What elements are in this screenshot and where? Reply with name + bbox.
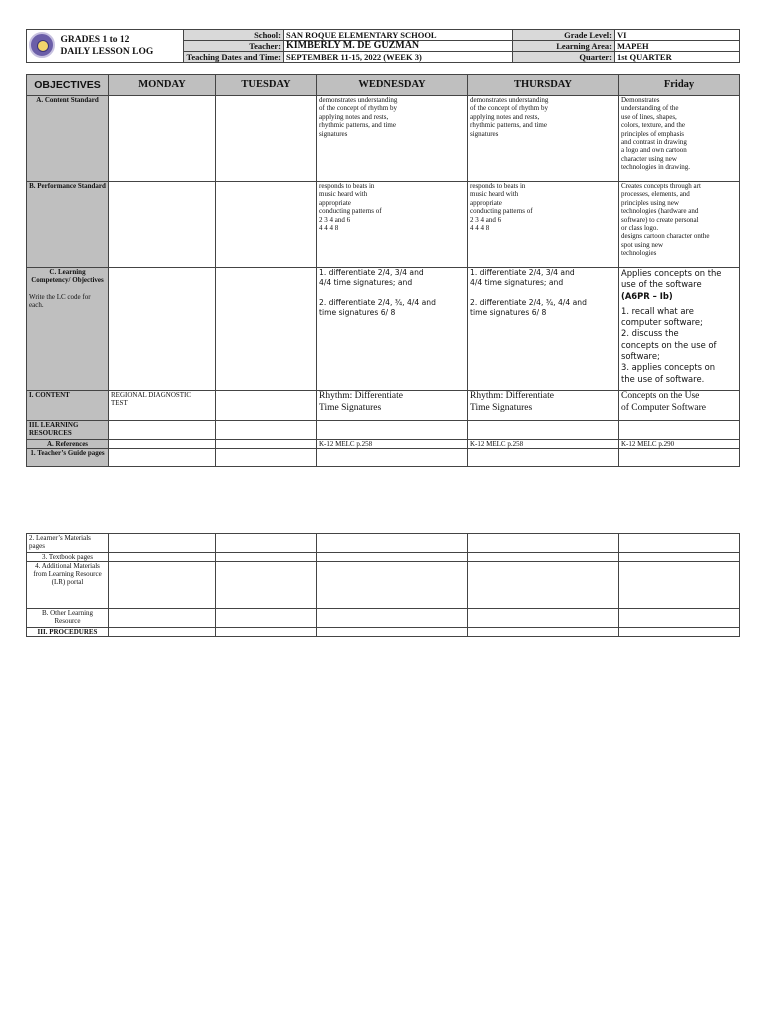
cell-friday [619, 628, 740, 637]
cell-wednesday [317, 534, 468, 553]
dates-value: SEPTEMBER 11-15, 2022 (WEEK 3) [284, 52, 513, 63]
row-label: I. CONTENT [27, 391, 109, 421]
cell-wednesday [317, 628, 468, 637]
procedures-row [27, 628, 740, 637]
col-thursday: THURSDAY [468, 75, 619, 96]
row-label: III. LEARNING RESOURCES [27, 421, 109, 440]
quarter-label: Quarter: [513, 52, 615, 63]
title-line-2: DAILY LESSON LOG [60, 47, 154, 57]
content-row [27, 391, 740, 421]
cell-tuesday [216, 96, 317, 182]
cell-tuesday [216, 553, 317, 562]
cell-wednesday [317, 562, 468, 609]
cell-tuesday [216, 421, 317, 440]
col-objectives: OBJECTIVES [27, 75, 109, 96]
content-standard-row [27, 96, 740, 182]
cell-wednesday: responds to beats in music heard with appropriate conducting patterns of 2 3 4 and 6 4 4 4 8 [317, 182, 468, 268]
cell-tuesday [216, 609, 317, 628]
school-label: School: [184, 30, 284, 41]
row-label: 2. Learner’s Materials pages [27, 534, 109, 553]
header-table [26, 29, 740, 63]
quarter-value: 1st QUARTER [615, 52, 740, 63]
cell-tuesday [216, 391, 317, 421]
col-friday: Friday [619, 75, 740, 96]
dates-label: Teaching Dates and Time: [184, 52, 284, 63]
cell-monday [109, 562, 216, 609]
row-label-text: C. Learning Competency/ Objectives [31, 268, 104, 285]
cell-tuesday [216, 628, 317, 637]
row-label: 4. Additional Materials from Learning Resource (LR) portal [27, 562, 109, 609]
friday-competency: Applies concepts on the use of the software [621, 268, 722, 290]
cell-thursday: 1. differentiate 2/4, 3/4 and 4/4 time signatures; and 2. differentiate 2/4, ¾, 4/4 and time signatures 6/ 8 [468, 268, 619, 391]
cell-friday [619, 421, 740, 440]
grade-value: VI [615, 30, 740, 41]
school-value: SAN ROQUE ELEMENTARY SCHOOL [284, 30, 513, 41]
teacher-value: KIMBERLY M. DE GUZMAN [284, 41, 513, 52]
cell-thursday [468, 562, 619, 609]
additional-materials-row [27, 562, 740, 609]
row-label: A. Content Standard [27, 96, 109, 182]
cell-thursday: responds to beats in music heard with appropriate conducting patterns of 2 3 4 and 6 4 4 4 8 [468, 182, 619, 268]
cell-friday [619, 562, 740, 609]
lesson-log-table [26, 74, 740, 467]
cell-thursday: Rhythm: Differentiate Time Signatures [468, 391, 619, 421]
cell-wednesday [317, 449, 468, 467]
col-monday: MONDAY [109, 75, 216, 96]
cell-thursday [468, 609, 619, 628]
row-label: III. PROCEDURES [27, 628, 109, 637]
cell-friday: Demonstrates understanding of the use of lines, shapes, colors, texture, and the principles of emphasis and contrast in drawing a logo and own cartoon character using new technologies in drawing. [619, 96, 740, 182]
seal-icon [29, 32, 55, 58]
learning-resources-row [27, 421, 740, 440]
row-label: B. Performance Standard [27, 182, 109, 268]
other-resource-row [27, 609, 740, 628]
grade-label: Grade Level: [513, 30, 615, 41]
row-label: 3. Textbook pages [27, 553, 109, 562]
learners-materials-row [27, 534, 740, 553]
cell-monday [109, 182, 216, 268]
title-line-1: GRADES 1 to 12 [60, 35, 130, 45]
cell-tuesday [216, 449, 317, 467]
row-label [27, 268, 109, 391]
cell-thursday [468, 449, 619, 467]
learning-competency-row [27, 268, 740, 391]
cell-wednesday: 1. differentiate 2/4, 3/4 and 4/4 time signatures; and 2. differentiate 2/4, ¾, 4/4 and time signatures 6/ 8 [317, 268, 468, 391]
cell-thursday [468, 421, 619, 440]
cell-friday [619, 534, 740, 553]
cell-monday [109, 440, 216, 449]
column-header-row [27, 75, 740, 96]
col-tuesday: TUESDAY [216, 75, 317, 96]
cell-thursday [468, 534, 619, 553]
cell-wednesday: K-12 MELC p.258 [317, 440, 468, 449]
cell-tuesday [216, 268, 317, 391]
teacher-label: Teacher: [184, 41, 284, 52]
cell-monday [109, 96, 216, 182]
lc-code-note: Write the LC code for each. [29, 292, 91, 310]
cell-friday [619, 268, 740, 391]
row-label: A. References [27, 440, 109, 449]
friday-objectives: 1. recall what are computer software; 2. discuss the concepts on the use of software; 3. applies concepts on the use of software. [621, 305, 717, 384]
cell-tuesday [216, 534, 317, 553]
performance-standard-row [27, 182, 740, 268]
cell-thursday [468, 553, 619, 562]
cell-monday [109, 421, 216, 440]
cell-friday [619, 449, 740, 467]
cell-wednesday: Rhythm: Differentiate Time Signatures [317, 391, 468, 421]
cell-monday: REGIONAL DIAGNOSTIC TEST [109, 391, 216, 421]
area-value: MAPEH [615, 41, 740, 52]
cell-thursday [468, 628, 619, 637]
cell-tuesday [216, 562, 317, 609]
cell-monday [109, 553, 216, 562]
cell-friday: Concepts on the Use of Computer Software [619, 391, 740, 421]
cell-monday [109, 628, 216, 637]
teachers-guide-row [27, 449, 740, 467]
cell-monday [109, 609, 216, 628]
cell-monday [109, 534, 216, 553]
cell-wednesday [317, 609, 468, 628]
references-row [27, 440, 740, 449]
row-label: 1. Teacher’s Guide pages [27, 449, 109, 467]
cell-wednesday [317, 553, 468, 562]
cell-thursday: K-12 MELC p.258 [468, 440, 619, 449]
cell-thursday: demonstrates understanding of the concept of rhythm by applying notes and rests, rhythmic patterns, and time signatures [468, 96, 619, 182]
deped-seal [27, 30, 59, 63]
area-label: Learning Area: [513, 41, 615, 52]
cell-friday [619, 609, 740, 628]
textbook-row [27, 553, 740, 562]
cell-tuesday [216, 182, 317, 268]
cell-wednesday: demonstrates understanding of the concept of rhythm by applying notes and rests, rhythmic patterns, and time signatures [317, 96, 468, 182]
cell-monday [109, 268, 216, 391]
cell-friday: K-12 MELC p.290 [619, 440, 740, 449]
col-wednesday: WEDNESDAY [317, 75, 468, 96]
cell-tuesday [216, 440, 317, 449]
lc-code: (A6PR – Ib) [621, 290, 673, 301]
cell-monday [109, 449, 216, 467]
cell-friday: Creates concepts through art processes, elements, and principles using new technologies (hardware and software) to create personal or class logo. designs cartoon character onthe spot using new technologies [619, 182, 740, 268]
cell-wednesday [317, 421, 468, 440]
document-title [59, 30, 184, 63]
row-label: B. Other Learning Resource [27, 609, 109, 628]
cell-friday [619, 553, 740, 562]
lesson-log-table-continued [26, 533, 740, 637]
